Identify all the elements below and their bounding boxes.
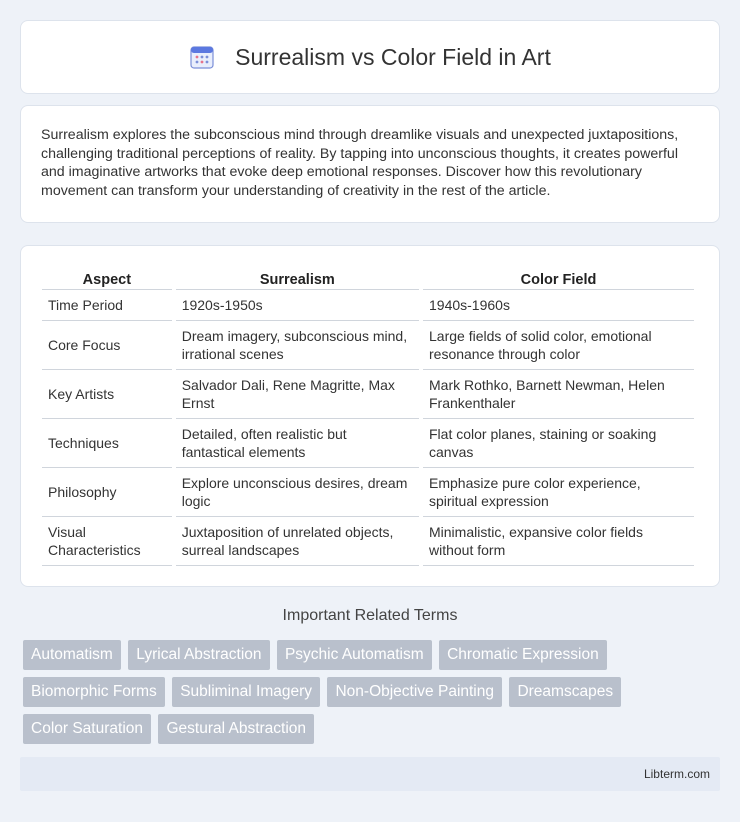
table-cell: Techniques [42, 419, 172, 468]
intro-text: Surrealism explores the subconscious mind through dreamlike visuals and unexpected juxtapositions, challenging traditional perceptions of reality. By tapping into unconscious thoughts, it creates powerful and imaginative artworks that evoke deep emotional responses. Discover how this revolutionary movement can transform your understanding of creativity in the rest of the article. [41, 127, 679, 199]
term-tag[interactable]: Chromatic Expression [439, 640, 607, 670]
table-cell: Dream imagery, subconscious mind, irrational scenes [176, 321, 419, 370]
table-header-row [42, 266, 694, 290]
table-row [42, 290, 694, 321]
term-tag[interactable]: Dreamscapes [509, 677, 621, 707]
table-cell: Detailed, often realistic but fantastical elements [176, 419, 419, 468]
table-row [42, 370, 694, 419]
term-tag[interactable]: Non-Objective Painting [327, 677, 502, 707]
related-terms-title: Important Related Terms [282, 607, 458, 624]
table-cell: Time Period [42, 290, 172, 321]
table-cell: 1920s-1950s [176, 290, 419, 321]
table-row [42, 321, 694, 370]
page-title: Surrealism vs Color Field in Art [235, 43, 551, 70]
table-cell: Emphasize pure color experience, spiritual expression [423, 468, 694, 517]
table-cell: Mark Rothko, Barnett Newman, Helen Frankenthaler [423, 370, 694, 419]
table-cell: Salvador Dali, Rene Magritte, Max Ernst [176, 370, 419, 419]
calendar-icon [189, 44, 215, 70]
table-cell: 1940s-1960s [423, 290, 694, 321]
comparison-table [38, 266, 698, 566]
related-terms-list [23, 640, 723, 751]
table-cell: Minimalistic, expansive color fields without form [423, 517, 694, 566]
term-tag[interactable]: Biomorphic Forms [23, 677, 165, 707]
table-cell: Explore unconscious desires, dream logic [176, 468, 419, 517]
table-cell: Key Artists [42, 370, 172, 419]
table-cell: Juxtaposition of unrelated objects, surreal landscapes [176, 517, 419, 566]
header-surrealism: Surrealism [176, 266, 419, 290]
header-color-field: Color Field [423, 266, 694, 290]
table-cell: Flat color planes, staining or soaking canvas [423, 419, 694, 468]
header-card [20, 20, 720, 94]
table-cell: Philosophy [42, 468, 172, 517]
intro-card [20, 105, 720, 223]
term-tag[interactable]: Gestural Abstraction [158, 714, 314, 744]
table-cell: Visual Characteristics [42, 517, 172, 566]
table-cell: Core Focus [42, 321, 172, 370]
comparison-table-card [20, 245, 720, 587]
term-tag[interactable]: Color Saturation [23, 714, 151, 744]
term-tag[interactable]: Subliminal Imagery [172, 677, 320, 707]
table-row [42, 517, 694, 566]
footer [20, 757, 720, 791]
footer-link[interactable]: Libterm.com [643, 767, 710, 781]
table-cell: Large fields of solid color, emotional resonance through color [423, 321, 694, 370]
table-row [42, 419, 694, 468]
term-tag[interactable]: Lyrical Abstraction [128, 640, 269, 670]
term-tag[interactable]: Psychic Automatism [277, 640, 432, 670]
header-aspect: Aspect [42, 266, 172, 290]
table-row [42, 468, 694, 517]
term-tag[interactable]: Automatism [23, 640, 121, 670]
